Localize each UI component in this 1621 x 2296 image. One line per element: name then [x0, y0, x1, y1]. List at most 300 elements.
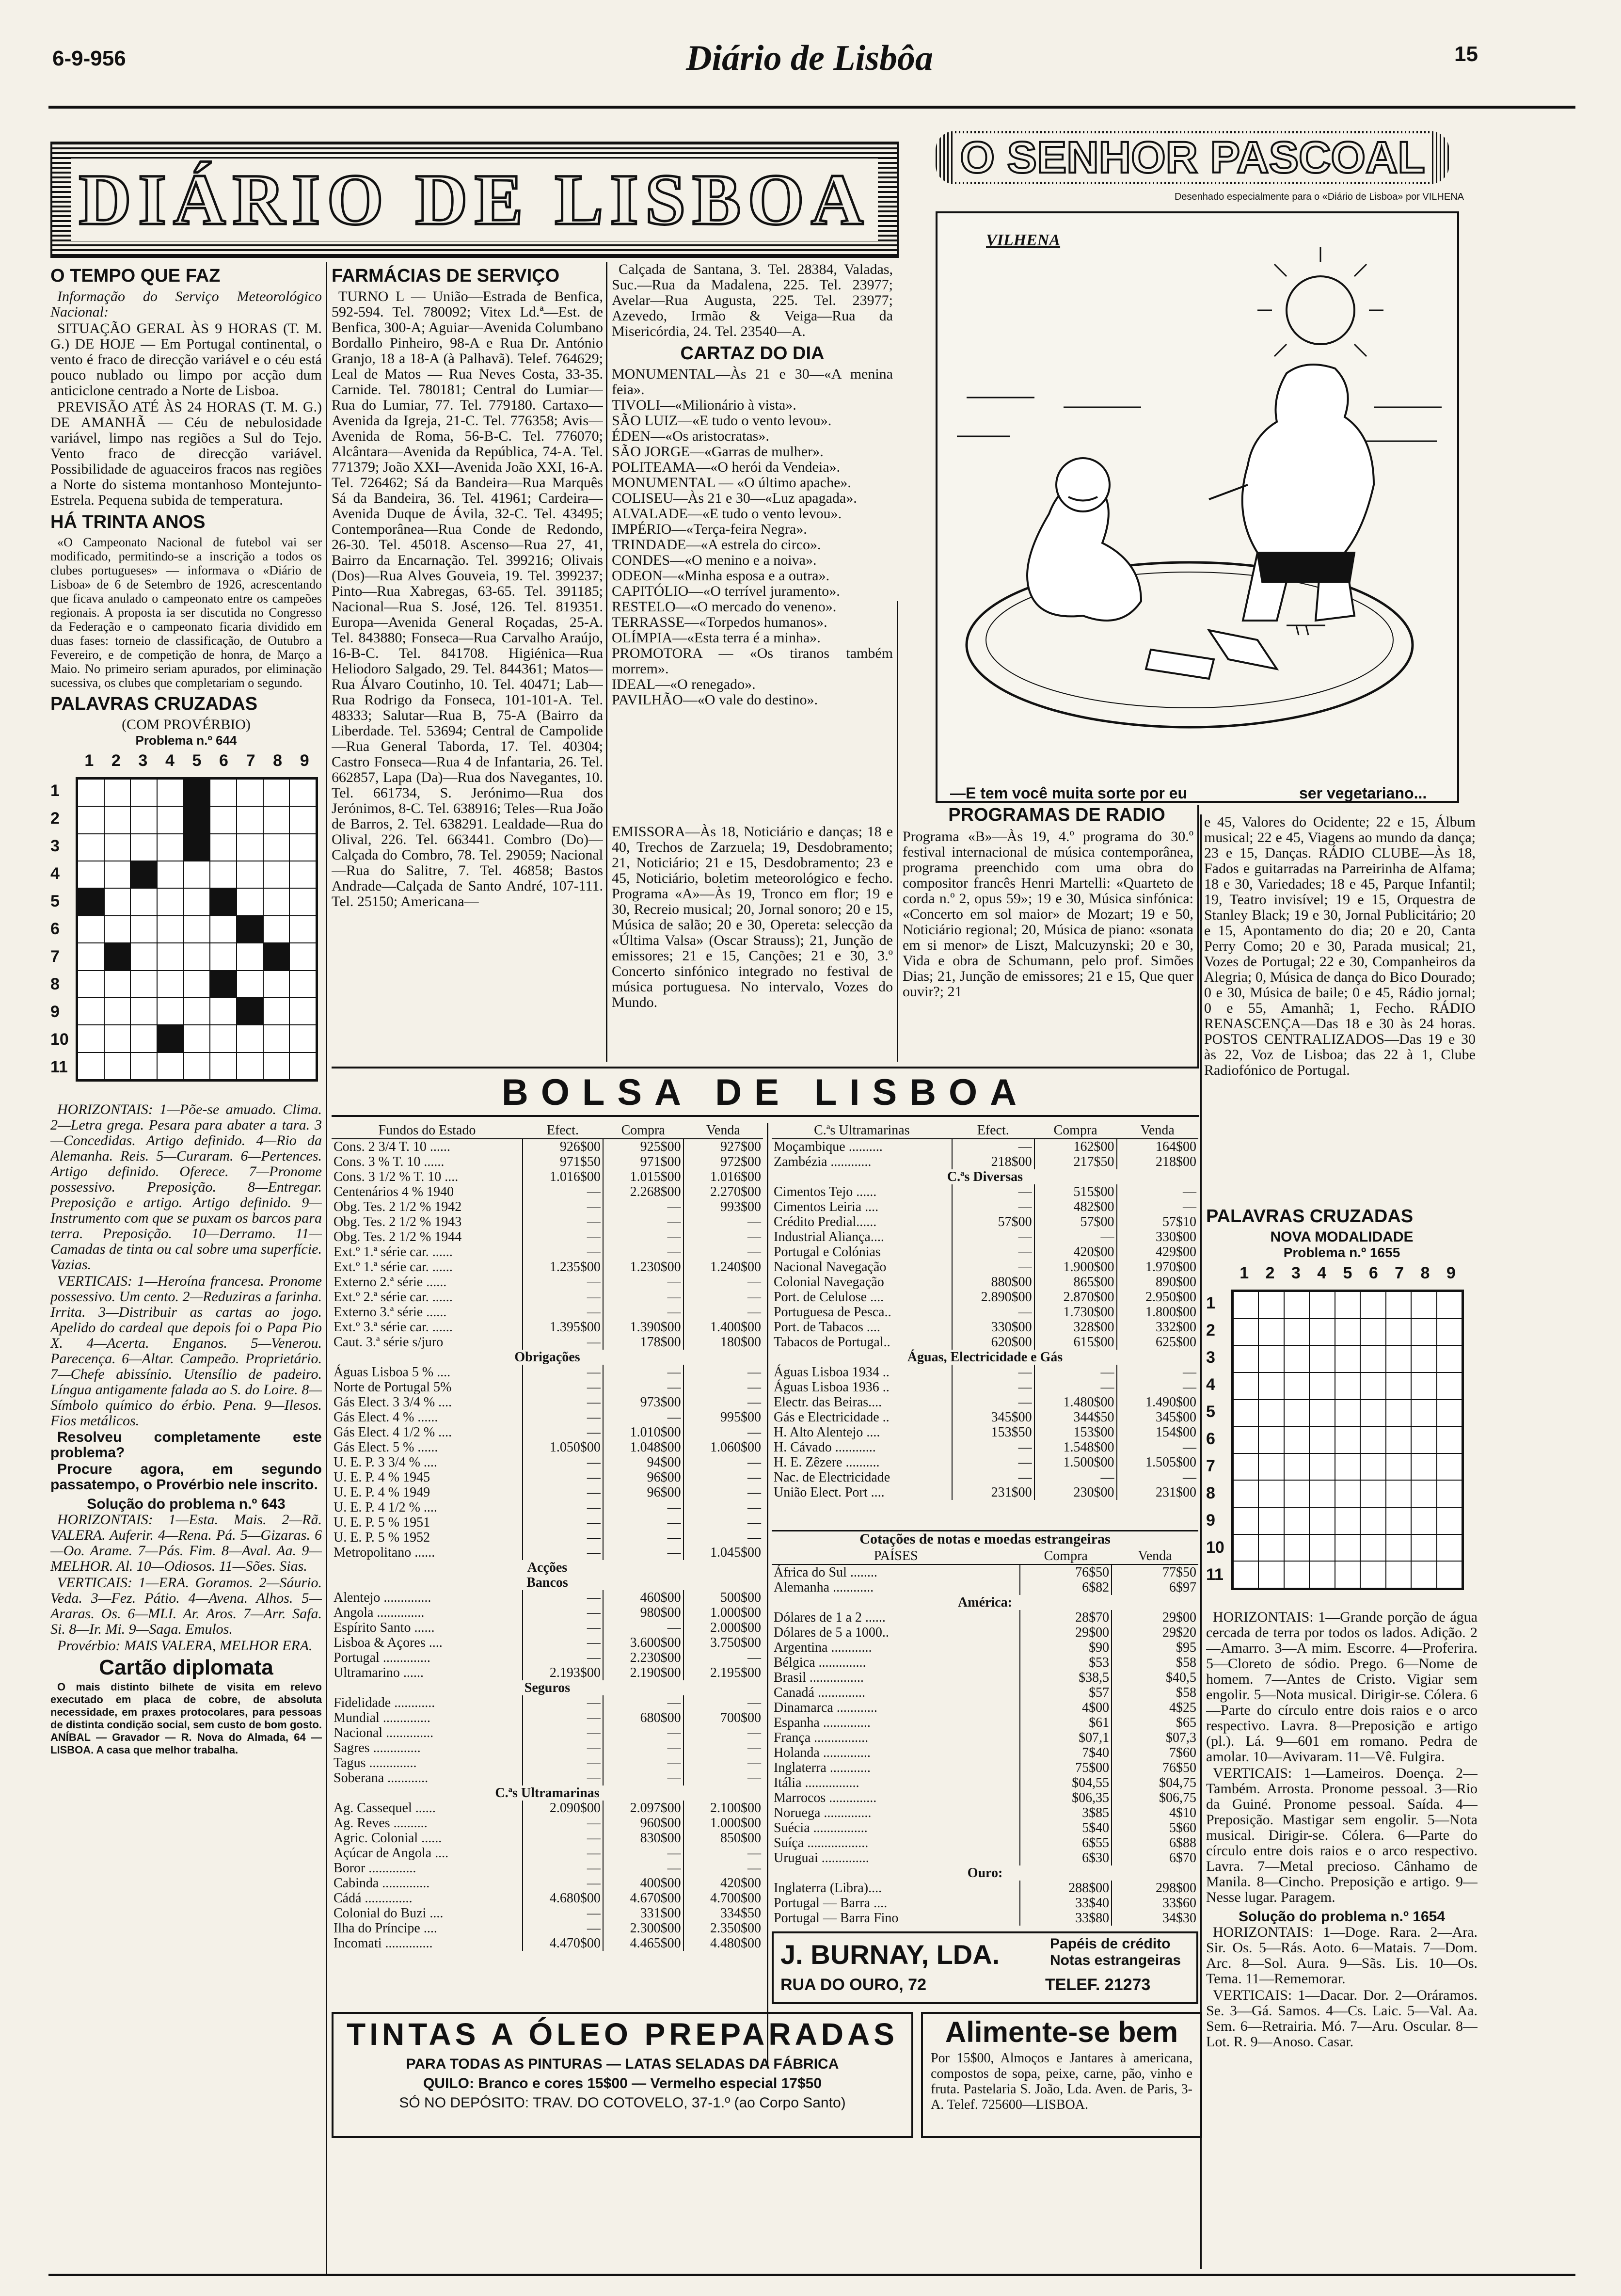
crossword-cell[interactable] — [1386, 1400, 1411, 1427]
crossword-cell[interactable] — [130, 998, 157, 1025]
crossword-cell[interactable] — [1309, 1426, 1335, 1453]
crossword-cell[interactable] — [263, 834, 290, 861]
crossword-cell[interactable] — [130, 779, 157, 806]
crossword-cell[interactable] — [289, 943, 316, 970]
burnay-name: J. BURNAY, LDA. — [780, 1939, 1000, 1970]
crossword-cell[interactable] — [78, 971, 104, 998]
crossword-cell[interactable] — [289, 834, 316, 861]
crossword-cell[interactable] — [104, 943, 131, 970]
crossword-cell[interactable] — [237, 779, 263, 806]
crossword-cell[interactable] — [1437, 1292, 1462, 1319]
crossword-cell[interactable] — [1386, 1426, 1411, 1453]
crossword-cell[interactable] — [1258, 1345, 1284, 1372]
cartaz-item: MONUMENTAL—Às 21 e 30—«A menina feia». — [612, 366, 893, 398]
tintas-title: TINTAS A ÓLEO PREPARADAS — [347, 2017, 898, 2052]
crossword-cell[interactable] — [1258, 1453, 1284, 1481]
crossword-cell[interactable] — [289, 971, 316, 998]
table-cell: — — [523, 1740, 603, 1755]
table-cell: 830$00 — [603, 1831, 683, 1846]
table-row — [772, 1610, 1198, 1625]
cartoon-frame — [936, 211, 1459, 803]
table-row — [332, 1695, 763, 1710]
crossword-cell[interactable] — [1335, 1534, 1360, 1562]
crossword-cell[interactable] — [184, 861, 210, 888]
table-cell: Bélgica .............. — [774, 1655, 866, 1670]
crossword-cell[interactable] — [78, 888, 104, 915]
cartaz-item: TERRASSE—«Torpedos humanos». — [612, 614, 827, 630]
crossword-cell[interactable] — [237, 861, 263, 888]
table-cell: Inglaterra (Libra).... — [774, 1881, 882, 1896]
crossword-cell[interactable] — [104, 834, 131, 861]
table-cell: — — [1117, 1184, 1198, 1199]
crossword-cell[interactable] — [1437, 1400, 1462, 1427]
crossword-cell[interactable] — [210, 916, 237, 943]
crossword-cell[interactable] — [78, 1052, 104, 1080]
crossword-cell[interactable] — [184, 971, 210, 998]
crossword-cell[interactable] — [210, 971, 237, 998]
table-row — [772, 1655, 1198, 1670]
crossword-cell[interactable] — [1309, 1453, 1335, 1481]
crossword-cell[interactable] — [1335, 1319, 1360, 1346]
crossword-cell[interactable] — [1284, 1534, 1309, 1562]
crossword-cell[interactable] — [1335, 1507, 1360, 1534]
table-cell: Noruega .............. — [774, 1805, 872, 1820]
column-weather-crossword — [50, 262, 322, 2274]
table-cell: 4.470$00 — [523, 1936, 603, 1951]
table-cell: 332$00 — [1117, 1320, 1198, 1335]
table-cell: — — [683, 1755, 763, 1770]
crossword-cell[interactable] — [130, 806, 157, 833]
crossword-cell[interactable] — [130, 943, 157, 970]
crossword-cell[interactable] — [289, 888, 316, 915]
crossword-cell[interactable] — [1411, 1319, 1436, 1346]
table-row — [332, 1545, 763, 1560]
crossword1-resolveu: Resolveu completamente este problema? — [50, 1429, 322, 1461]
crossword-cell[interactable] — [210, 888, 237, 915]
crossword-cell[interactable] — [1360, 1453, 1385, 1481]
burnay-line1: Papéis de crédito — [1050, 1936, 1171, 1952]
table-cell: H. E. Zêzere .......... — [774, 1455, 880, 1470]
table-cell: — — [952, 1305, 1034, 1320]
crossword-cell[interactable] — [1309, 1534, 1335, 1562]
crossword-cell[interactable] — [210, 834, 237, 861]
crossword-cell[interactable] — [263, 806, 290, 833]
crossword-cell[interactable] — [210, 943, 237, 970]
table-cell: 334$50 — [683, 1906, 763, 1921]
crossword-cell[interactable] — [289, 779, 316, 806]
crossword-cell[interactable] — [1284, 1480, 1309, 1507]
table-cell: Alentejo .............. — [334, 1590, 431, 1605]
table-row — [772, 1305, 1198, 1320]
crossword-cell[interactable] — [1233, 1480, 1258, 1507]
table-cell: — — [683, 1530, 763, 1545]
table-cell: 345$00 — [1117, 1410, 1198, 1425]
crossword-cell[interactable] — [1233, 1319, 1258, 1346]
crossword-cell[interactable] — [1335, 1561, 1360, 1588]
table-cell: — — [683, 1455, 763, 1470]
table-cell: — — [952, 1455, 1034, 1470]
crossword-cell[interactable] — [104, 861, 131, 888]
crossword-cell[interactable] — [1411, 1561, 1436, 1588]
table-cell: Dólares de 5 a 1000.. — [774, 1625, 889, 1640]
crossword-cell[interactable] — [1233, 1507, 1258, 1534]
crossword-cell[interactable] — [157, 1025, 184, 1052]
crossword-cell[interactable] — [1309, 1561, 1335, 1588]
crossword-cell[interactable] — [1335, 1480, 1360, 1507]
crossword-cell[interactable] — [157, 971, 184, 998]
crossword-cell[interactable] — [1411, 1345, 1436, 1372]
crossword-cell[interactable] — [1233, 1345, 1258, 1372]
table-row — [332, 1755, 763, 1770]
crossword-cell[interactable] — [1335, 1292, 1360, 1319]
crossword-cell[interactable] — [184, 806, 210, 833]
table-row — [332, 1770, 763, 1786]
crossword-cell[interactable] — [263, 943, 290, 970]
table-cell: — — [683, 1275, 763, 1290]
crossword-cell[interactable] — [1258, 1534, 1284, 1562]
table-cell: — — [523, 1335, 603, 1350]
crossword-cell[interactable] — [1284, 1372, 1309, 1400]
table-row — [772, 1320, 1198, 1335]
crossword-cell[interactable] — [1386, 1292, 1411, 1319]
crossword-cell[interactable] — [104, 888, 131, 915]
crossword-cell[interactable] — [263, 998, 290, 1025]
table-cell: 28$70 — [1020, 1610, 1112, 1625]
crossword-cell[interactable] — [1437, 1453, 1462, 1481]
table-cell: 1.390$00 — [603, 1320, 683, 1335]
table-cell: 429$00 — [1117, 1244, 1198, 1260]
crossword-cell[interactable] — [263, 971, 290, 998]
crossword-cell[interactable] — [1258, 1507, 1284, 1534]
crossword-cell[interactable] — [237, 1025, 263, 1052]
crossword-cell[interactable] — [1284, 1453, 1309, 1481]
crossword-cell[interactable] — [157, 834, 184, 861]
crossword-cell[interactable] — [263, 916, 290, 943]
table-cell: — — [683, 1365, 763, 1380]
crossword-cell[interactable] — [130, 916, 157, 943]
table-cell: Port. de Tabacos .... — [774, 1320, 880, 1335]
table-cell: 57$00 — [1034, 1214, 1117, 1229]
crossword-cell[interactable] — [289, 861, 316, 888]
tintas-deposit: SÓ NO DEPÓSITO: TRAV. DO COTOVELO, 37-1.º (ao Corpo Santo) — [399, 2095, 846, 2111]
crossword-cell[interactable] — [1233, 1400, 1258, 1427]
crossword-cell[interactable] — [1386, 1453, 1411, 1481]
crossword-cell[interactable] — [1258, 1480, 1284, 1507]
table-cell: $53 — [1020, 1655, 1112, 1670]
table-cell: — — [523, 1425, 603, 1440]
crossword-column-number: 3 — [138, 751, 148, 770]
crossword-cell[interactable] — [289, 1052, 316, 1080]
crossword2-area — [1206, 1260, 1478, 1610]
crossword-cell[interactable] — [1437, 1561, 1462, 1588]
crossword-cell[interactable] — [1386, 1507, 1411, 1534]
crossword-cell[interactable] — [184, 779, 210, 806]
crossword-cell[interactable] — [1360, 1345, 1385, 1372]
crossword-cell[interactable] — [184, 916, 210, 943]
crossword1-procure: Procure agora, em segundo passatempo, o Provérbio nele inscrito. — [50, 1461, 322, 1493]
crossword-cell[interactable] — [1233, 1561, 1258, 1588]
crossword-cell[interactable] — [289, 998, 316, 1025]
crossword-cell[interactable] — [237, 834, 263, 861]
table-cell: — — [603, 1695, 683, 1710]
crossword-cell[interactable] — [263, 888, 290, 915]
crossword-cell[interactable] — [1437, 1345, 1462, 1372]
table-row — [772, 1380, 1198, 1395]
crossword-cell[interactable] — [1386, 1372, 1411, 1400]
crossword-cell[interactable] — [289, 916, 316, 943]
table-cell: 1.000$00 — [683, 1605, 763, 1620]
crossword-cell[interactable] — [184, 1052, 210, 1080]
crossword-cell[interactable] — [1335, 1453, 1360, 1481]
crossword-cell[interactable] — [157, 861, 184, 888]
crossword-cell[interactable] — [1411, 1426, 1436, 1453]
crossword-cell[interactable] — [130, 861, 157, 888]
crossword-cell[interactable] — [1437, 1507, 1462, 1534]
burnay-telephone: TELEF. 21273 — [1045, 1976, 1151, 1994]
crossword-cell[interactable] — [1386, 1534, 1411, 1562]
crossword-cell[interactable] — [1360, 1292, 1385, 1319]
crossword-cell[interactable] — [1258, 1561, 1284, 1588]
table-row — [772, 1896, 1198, 1911]
crossword-cell[interactable] — [210, 1052, 237, 1080]
table-cell: Cons. 3 % T. 10 ...... — [334, 1154, 445, 1169]
crossword-cell[interactable] — [1360, 1480, 1385, 1507]
crossword-cell[interactable] — [1360, 1426, 1385, 1453]
table-cell: 178$00 — [603, 1335, 683, 1350]
crossword-cell[interactable] — [1437, 1372, 1462, 1400]
crossword-cell[interactable] — [78, 998, 104, 1025]
crossword-row-number: 11 — [1206, 1565, 1224, 1584]
table-cell: 218$00 — [1117, 1154, 1198, 1169]
table-cell: 180$00 — [683, 1335, 763, 1350]
table-cell: — — [523, 1515, 603, 1530]
crossword-cell[interactable] — [157, 806, 184, 833]
crossword-cell[interactable] — [210, 1025, 237, 1052]
crossword1-title: PALAVRAS CRUZADAS — [50, 694, 258, 714]
table-cell: Sagres .............. — [334, 1740, 421, 1755]
crossword-cell[interactable] — [1309, 1372, 1335, 1400]
crossword-cell[interactable] — [1309, 1319, 1335, 1346]
table-row — [772, 1440, 1198, 1455]
crossword-cell[interactable] — [78, 861, 104, 888]
crossword-cell[interactable] — [184, 834, 210, 861]
crossword-cell[interactable] — [157, 779, 184, 806]
cartaz-item: OLÍMPIA—«Esta terra é a minha». — [612, 630, 821, 646]
crossword-cell[interactable] — [263, 1052, 290, 1080]
crossword-cell[interactable] — [1258, 1372, 1284, 1400]
crossword-cell[interactable] — [1335, 1372, 1360, 1400]
crossword-cell[interactable] — [237, 916, 263, 943]
crossword-column-number: 1 — [1240, 1264, 1249, 1282]
crossword-cell[interactable] — [78, 834, 104, 861]
crossword-cell[interactable] — [1335, 1345, 1360, 1372]
crossword-cell[interactable] — [78, 943, 104, 970]
crossword-cell[interactable] — [78, 916, 104, 943]
table-cell: — — [523, 1530, 603, 1545]
crossword-cell[interactable] — [184, 1025, 210, 1052]
table-cell: Brasil ................ — [774, 1670, 864, 1685]
crossword-cell[interactable] — [1360, 1400, 1385, 1427]
crossword-cell[interactable] — [210, 998, 237, 1025]
table-cell: — — [952, 1199, 1034, 1214]
crossword-cell[interactable] — [237, 888, 263, 915]
crossword-cell[interactable] — [104, 1052, 131, 1080]
crossword-cell[interactable] — [1411, 1453, 1436, 1481]
crossword-cell[interactable] — [237, 971, 263, 998]
table-cell: 980$00 — [603, 1605, 683, 1620]
table-cell: — — [952, 1440, 1034, 1455]
crossword-cell[interactable] — [1360, 1319, 1385, 1346]
crossword-cell[interactable] — [1386, 1480, 1411, 1507]
crossword-cell[interactable] — [1437, 1480, 1462, 1507]
crossword-cell[interactable] — [1437, 1319, 1462, 1346]
table-cell: 29$00 — [1020, 1625, 1112, 1640]
crossword-cell[interactable] — [237, 998, 263, 1025]
crossword-cell[interactable] — [263, 1025, 290, 1052]
crossword-cell[interactable] — [1386, 1345, 1411, 1372]
crossword-cell[interactable] — [1360, 1372, 1385, 1400]
crossword-cell[interactable] — [104, 971, 131, 998]
crossword-cell[interactable] — [1335, 1426, 1360, 1453]
table-header: Venda — [1112, 1548, 1198, 1564]
crossword-cell[interactable] — [130, 888, 157, 915]
crossword-cell[interactable] — [1284, 1507, 1309, 1534]
crossword-cell[interactable] — [184, 943, 210, 970]
table-cell: — — [523, 1305, 603, 1320]
crossword-cell[interactable] — [210, 779, 237, 806]
crossword-cell[interactable] — [1309, 1480, 1335, 1507]
crossword-cell[interactable] — [1258, 1292, 1284, 1319]
crossword-cell[interactable] — [1284, 1292, 1309, 1319]
crossword-cell[interactable] — [1360, 1507, 1385, 1534]
crossword-cell[interactable] — [1360, 1561, 1385, 1588]
column-pharmacies — [332, 262, 603, 1062]
crossword-cell[interactable] — [1309, 1292, 1335, 1319]
crossword-cell[interactable] — [130, 834, 157, 861]
crossword-cell[interactable] — [1233, 1372, 1258, 1400]
table-header: Efect. — [952, 1123, 1034, 1139]
table-row — [332, 1485, 763, 1500]
crossword-cell[interactable] — [104, 806, 131, 833]
crossword-cell[interactable] — [130, 1052, 157, 1080]
table-row — [332, 1861, 763, 1876]
table-cell: 2.193$00 — [523, 1665, 603, 1680]
crossword-cell[interactable] — [237, 1052, 263, 1080]
crossword-cell[interactable] — [289, 1025, 316, 1052]
crossword-cell[interactable] — [237, 943, 263, 970]
table-cell: 1.400$00 — [683, 1320, 763, 1335]
crossword-cell[interactable] — [1309, 1507, 1335, 1534]
crossword-column-number: 9 — [1446, 1264, 1456, 1282]
crossword-cell[interactable] — [1284, 1319, 1309, 1346]
table-cell: Cádá .............. — [334, 1891, 413, 1906]
crossword-cell[interactable] — [130, 1025, 157, 1052]
table-header: Venda — [1117, 1123, 1198, 1139]
crossword-cell[interactable] — [1335, 1400, 1360, 1427]
table-row — [772, 1700, 1198, 1715]
table-cell: — — [683, 1861, 763, 1876]
bolsa-rule-bottom — [332, 1115, 1199, 1117]
crossword-cell[interactable] — [1411, 1400, 1436, 1427]
table-cell: Ultramarino ...... — [334, 1665, 424, 1680]
crossword-cell[interactable] — [289, 806, 316, 833]
table-cell: U. E. P. 4 % 1945 — [334, 1470, 430, 1485]
table-cell: 2.000$00 — [683, 1620, 763, 1635]
crossword-cell[interactable] — [104, 916, 131, 943]
table-cell: — — [523, 1485, 603, 1500]
crossword-cell[interactable] — [157, 888, 184, 915]
table-cell: Açúcar de Angola .... — [334, 1846, 449, 1861]
crossword-cell[interactable] — [1258, 1400, 1284, 1427]
tintas-price: QUILO: Branco e cores 15$00 — Vermelho especial 17$50 — [423, 2075, 822, 2091]
crossword-cell[interactable] — [210, 861, 237, 888]
crossword-cell[interactable] — [78, 806, 104, 833]
crossword-cell[interactable] — [1284, 1345, 1309, 1372]
table-cell: 3.750$00 — [683, 1635, 763, 1650]
crossword-cell[interactable] — [1258, 1319, 1284, 1346]
crossword-cell[interactable] — [1386, 1319, 1411, 1346]
crossword-cell[interactable] — [157, 943, 184, 970]
crossword-cell[interactable] — [1411, 1292, 1436, 1319]
crossword-cell[interactable] — [104, 779, 131, 806]
table-cell: H. Cávado ............ — [774, 1440, 876, 1455]
crossword-cell[interactable] — [210, 806, 237, 833]
crossword-cell[interactable] — [1411, 1507, 1436, 1534]
crossword-cell[interactable] — [1411, 1534, 1436, 1562]
crossword-cell[interactable] — [184, 998, 210, 1025]
crossword-cell[interactable] — [237, 806, 263, 833]
crossword-cell[interactable] — [184, 888, 210, 915]
crossword-cell[interactable] — [130, 971, 157, 998]
crossword-cell[interactable] — [263, 861, 290, 888]
crossword-cell[interactable] — [1233, 1292, 1258, 1319]
divider-col2 — [606, 262, 607, 1062]
crossword-cell[interactable] — [78, 1025, 104, 1052]
table-cell: $65 — [1112, 1715, 1198, 1730]
crossword-cell[interactable] — [157, 916, 184, 943]
crossword-cell[interactable] — [1233, 1453, 1258, 1481]
crossword-cell[interactable] — [157, 1052, 184, 1080]
crossword-cell[interactable] — [1233, 1426, 1258, 1453]
table-cell: 162$00 — [1034, 1139, 1117, 1154]
table-cell: — — [523, 1244, 603, 1260]
crossword-cell[interactable] — [1284, 1426, 1309, 1453]
table-cell: — — [683, 1725, 763, 1740]
crossword-cell[interactable] — [104, 1025, 131, 1052]
crossword-cell[interactable] — [104, 998, 131, 1025]
crossword-cell[interactable] — [1233, 1534, 1258, 1562]
table-cell: 231$00 — [952, 1485, 1034, 1500]
crossword-cell[interactable] — [1437, 1534, 1462, 1562]
table-row — [772, 1564, 1198, 1580]
crossword-cell[interactable] — [1309, 1345, 1335, 1372]
radio-emissora: EMISSORA—Às 18, Noticiário e danças; 18 e 40, Trechos de Zarzuela; 19, Desdobramento; 21, Noticiário; 21 e 15, Desdobramento; 23 e 45, Noticiário, boletim meteorológico e fecho. Programa «A»—Às 19, Tronco em flor; 19 e 30, Recreio musical; 20, Jornal sonoro; 20 e 15, Música de salão; 20 e 30, Opereta: selecção da «Última Valsa» (Oscar Strauss); 21, Junção de emissores; 21 e 15, Canções; 21 e 30, 3.º Concerto sinfónico integrado no festival de música portuguesa. No intervalo, Vozes do Mundo. — [612, 824, 893, 1010]
crossword-cell[interactable] — [1437, 1426, 1462, 1453]
crossword-cell[interactable] — [1284, 1561, 1309, 1588]
crossword-cell[interactable] — [1309, 1400, 1335, 1427]
crossword-cell[interactable] — [157, 998, 184, 1025]
crossword-cell[interactable] — [1386, 1561, 1411, 1588]
crossword-cell[interactable] — [263, 779, 290, 806]
crossword-cell[interactable] — [78, 779, 104, 806]
crossword-column-number: 4 — [1317, 1264, 1327, 1282]
crossword-cell[interactable] — [1411, 1372, 1436, 1400]
crossword-cell[interactable] — [1360, 1534, 1385, 1562]
table-cell: Metropolitano ...... — [334, 1545, 435, 1560]
crossword-cell[interactable] — [1258, 1426, 1284, 1453]
crossword-cell[interactable] — [1411, 1480, 1436, 1507]
crossword-cell[interactable] — [1284, 1400, 1309, 1427]
